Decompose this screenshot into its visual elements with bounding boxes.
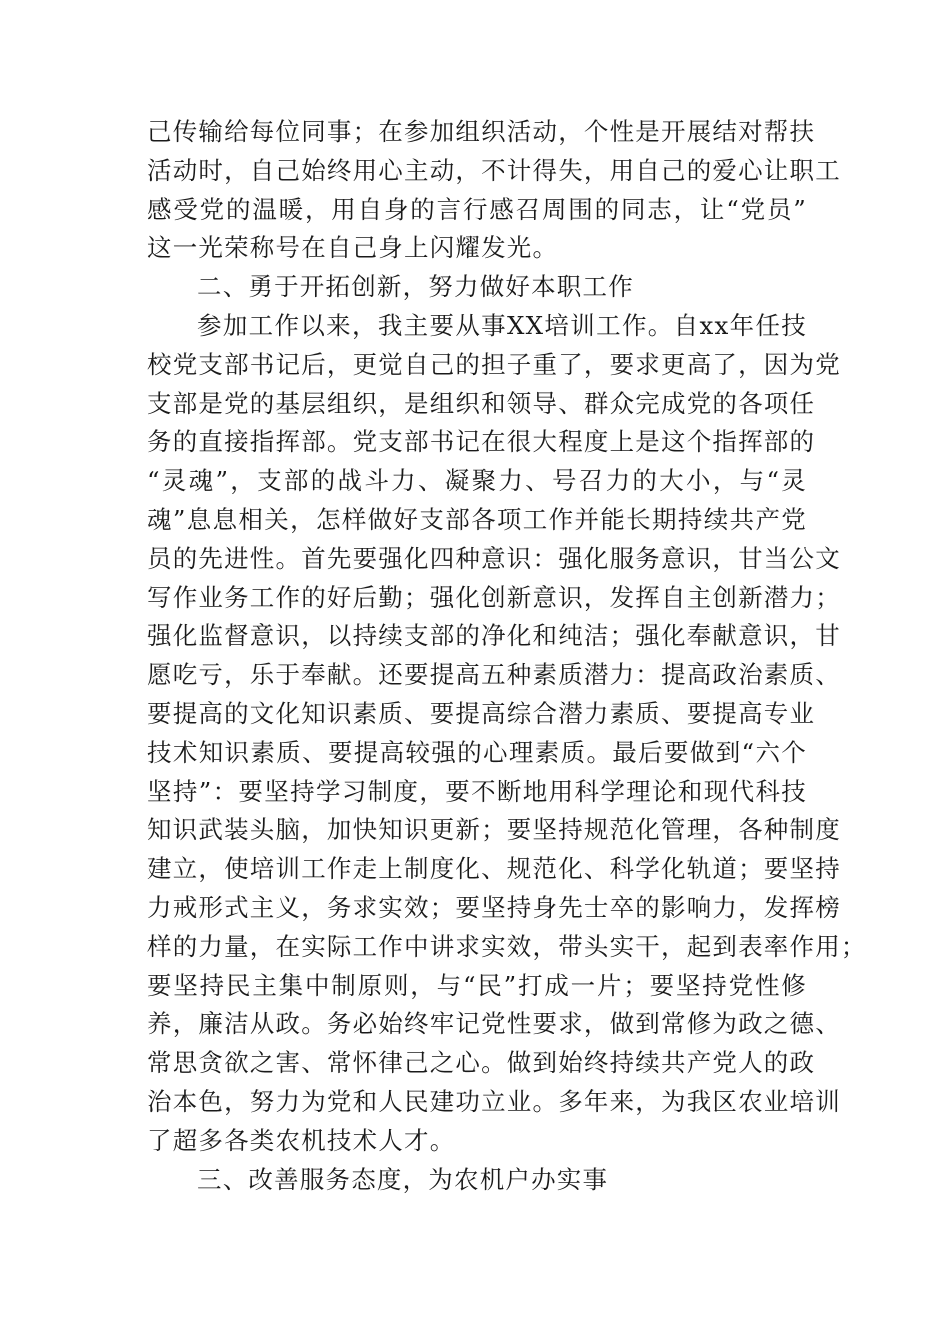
paragraph-line: 参加工作以来，我主要从事XX培训工作。自xx年任技 <box>197 310 807 340</box>
paragraph-line: 力戒形式主义，务求实效；要坚持身先士卒的影响力，发挥榜 <box>147 892 841 922</box>
document-body <box>147 113 867 1199</box>
paragraph-line: 知识武装头脑，加快知识更新；要坚持规范化管理，各种制度 <box>147 815 841 845</box>
paragraph-line: 了超多各类农机技术人才。 <box>147 1125 456 1155</box>
paragraph-line: 活动时，自己始终用心主动，不计得失，用自己的爱心让职工 <box>147 155 841 185</box>
paragraph-line: 技术知识素质、要提高较强的心理素质。最后要做到“六个 <box>147 737 807 767</box>
paragraph-line: 支部是党的基层组织，是组织和领导、群众完成党的各项任 <box>147 388 816 418</box>
paragraph-line: 己传输给每位同事；在参加组织活动，个性是开展结对帮扶 <box>147 117 816 146</box>
paragraph-line: 校党支部书记后，更觉自己的担子重了，要求更高了，因为党 <box>147 349 841 379</box>
paragraph-line: 样的力量，在实际工作中讲求实效，带头实干，起到表率作用； <box>147 931 867 961</box>
paragraph-line: 治本色，努力为党和人民建功立业。多年来，为我区农业培训 <box>147 1086 841 1116</box>
paragraph-line: 愿吃亏，乐于奉献。还要提高五种素质潜力：提高政治素质、 <box>147 660 841 690</box>
paragraph-line: 感受党的温暖，用自身的言行感召周围的同志，让“党员” <box>147 194 807 224</box>
paragraph-line: “灵魂”，支部的战斗力、凝聚力、号召力的大小，与“灵 <box>147 466 807 496</box>
paragraph-line: 务的直接指挥部。党支部书记在很大程度上是这个指挥部的 <box>147 427 816 457</box>
paragraph-line: 建立，使培训工作走上制度化、规范化、科学化轨道；要坚持 <box>147 854 841 884</box>
paragraph-line: 要坚持民主集中制原则，与“民”打成一片；要坚持党性修 <box>147 970 807 1000</box>
section-heading-2: 二、勇于开拓创新，努力做好本职工作 <box>197 272 634 302</box>
paragraph-line: 强化监督意识，以持续支部的净化和纯洁；强化奉献意识，甘 <box>147 621 841 651</box>
paragraph-line: 写作业务工作的好后勤；强化创新意识，发挥自主创新潜力； <box>147 582 841 612</box>
paragraph-line: 要提高的文化知识素质、要提高综合潜力素质、要提高专业 <box>147 698 816 728</box>
paragraph-line: 坚持”：要坚持学习制度，要不断地用科学理论和现代科技 <box>147 776 807 806</box>
paragraph-line: 员的先进性。首先要强化四种意识：强化服务意识，甘当公文 <box>147 543 841 573</box>
paragraph-line: 魂”息息相关，怎样做好支部各项工作并能长期持续共产党 <box>147 504 807 534</box>
section-heading-3: 三、改善服务态度，为农机户办实事 <box>197 1164 609 1194</box>
paragraph-line: 常思贪欲之害、常怀律己之心。做到始终持续共产党人的政 <box>147 1048 816 1078</box>
paragraph-line: 养，廉洁从政。务必始终牢记党性要求，做到常修为政之德、 <box>147 1009 841 1039</box>
paragraph-line: 这一光荣称号在自己身上闪耀发光。 <box>147 233 559 263</box>
